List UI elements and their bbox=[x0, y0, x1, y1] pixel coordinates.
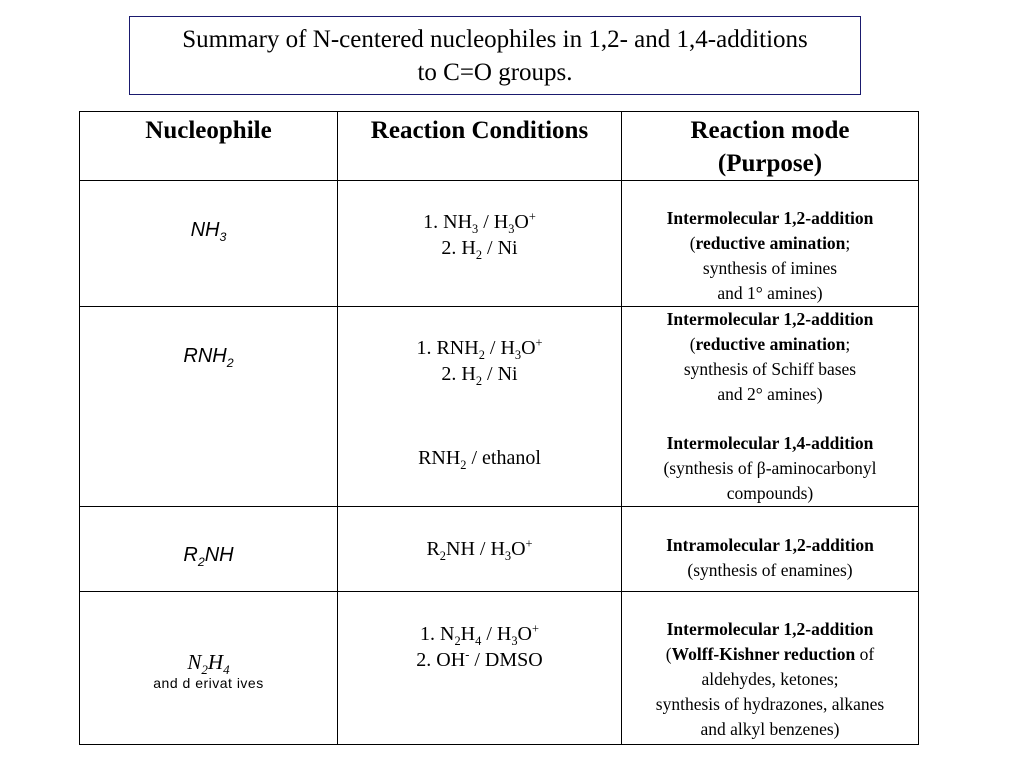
nucleophile-formula: $RNH_2$ bbox=[183, 345, 234, 370]
conditions-cell bbox=[338, 307, 622, 507]
condition-line: 1. $RNH_2 / H_3O^+$ bbox=[416, 335, 543, 362]
mode-cell bbox=[622, 181, 919, 307]
mode-purpose-line: synthesis of Schiff bases bbox=[683, 359, 857, 379]
condition-line: 1. $NH_3 / H_3O^+$ bbox=[423, 209, 536, 236]
mode-purpose-line: synthesis of hydrazones, alkanes bbox=[655, 694, 885, 714]
mode-type: Intermolecular 1,2-addition bbox=[666, 208, 874, 228]
condition-line: $R_2NH / H_3O^+$ bbox=[426, 536, 533, 563]
nucleophile-cell bbox=[80, 307, 338, 507]
header-row bbox=[80, 112, 919, 181]
header-conditions: Reaction Conditions bbox=[338, 112, 622, 181]
condition-line: 1. $N_2H_4 / H_3O^+$ bbox=[420, 621, 539, 648]
mode-purpose-line: (Wolff-Kishner reduction of bbox=[665, 644, 875, 664]
table-row bbox=[80, 181, 919, 307]
mode-type: Intermolecular 1,2-addition bbox=[666, 309, 874, 329]
table-row bbox=[80, 592, 919, 745]
mode-type: Intramolecular 1,2-addition bbox=[666, 535, 874, 555]
mode-type: Intermolecular 1,4-addition bbox=[666, 433, 874, 453]
summary-table bbox=[79, 111, 919, 745]
header-mode-line-1: Reaction mode bbox=[690, 117, 850, 144]
title-line-2: to C=O groups. bbox=[417, 58, 573, 86]
mode-type: Intermolecular 1,2-addition bbox=[666, 619, 874, 639]
mode-cell bbox=[622, 307, 919, 507]
mode-purpose-line: and 1° amines) bbox=[717, 283, 823, 303]
mode-purpose-line: and 2° amines) bbox=[717, 384, 823, 404]
nucleophile-formula: $N_2H_4$ bbox=[187, 650, 230, 678]
mode-purpose-line: aldehydes, ketones; bbox=[701, 669, 839, 689]
title-box bbox=[129, 16, 861, 95]
table-row bbox=[80, 307, 919, 507]
condition-line: $RNH_2$ / ethanol bbox=[418, 447, 541, 472]
header-mode-line-2: (Purpose) bbox=[717, 150, 823, 177]
nucleophile-formula: $R_2NH$ bbox=[183, 544, 234, 569]
nucleophile-cell bbox=[80, 507, 338, 592]
condition-line: 2. $H_2$ / Ni bbox=[441, 363, 518, 388]
mode-cell bbox=[622, 507, 919, 592]
header-nucleophile: Nucleophile bbox=[80, 112, 338, 181]
mode-purpose-line: (reductive amination; bbox=[689, 233, 851, 253]
mode-purpose-line: (reductive amination; bbox=[689, 334, 851, 354]
conditions-cell bbox=[338, 592, 622, 745]
title-line-1: Summary of N-centered nucleophiles in 1,2- and 1,4-additions bbox=[182, 25, 808, 53]
header-mode bbox=[622, 112, 919, 181]
conditions-cell bbox=[338, 181, 622, 307]
mode-purpose-line: (synthesis of enamines) bbox=[687, 560, 853, 580]
conditions-cell bbox=[338, 507, 622, 592]
nucleophile-cell bbox=[80, 592, 338, 745]
mode-purpose-line: synthesis of imines bbox=[702, 258, 838, 278]
table-row bbox=[80, 507, 919, 592]
mode-purpose-line: compounds) bbox=[726, 483, 814, 503]
condition-line: 2. OH- / DMSO bbox=[416, 647, 543, 671]
condition-line: 2. $H_2$ / Ni bbox=[441, 237, 518, 262]
nucleophile-note: and d erivat ives bbox=[153, 675, 264, 691]
nucleophile-formula: $NH_3$ bbox=[190, 219, 227, 244]
mode-purpose-line: (synthesis of β-aminocarbonyl bbox=[663, 458, 877, 478]
mode-purpose-line: and alkyl benzenes) bbox=[700, 719, 840, 739]
mode-cell bbox=[622, 592, 919, 745]
nucleophile-cell bbox=[80, 181, 338, 307]
